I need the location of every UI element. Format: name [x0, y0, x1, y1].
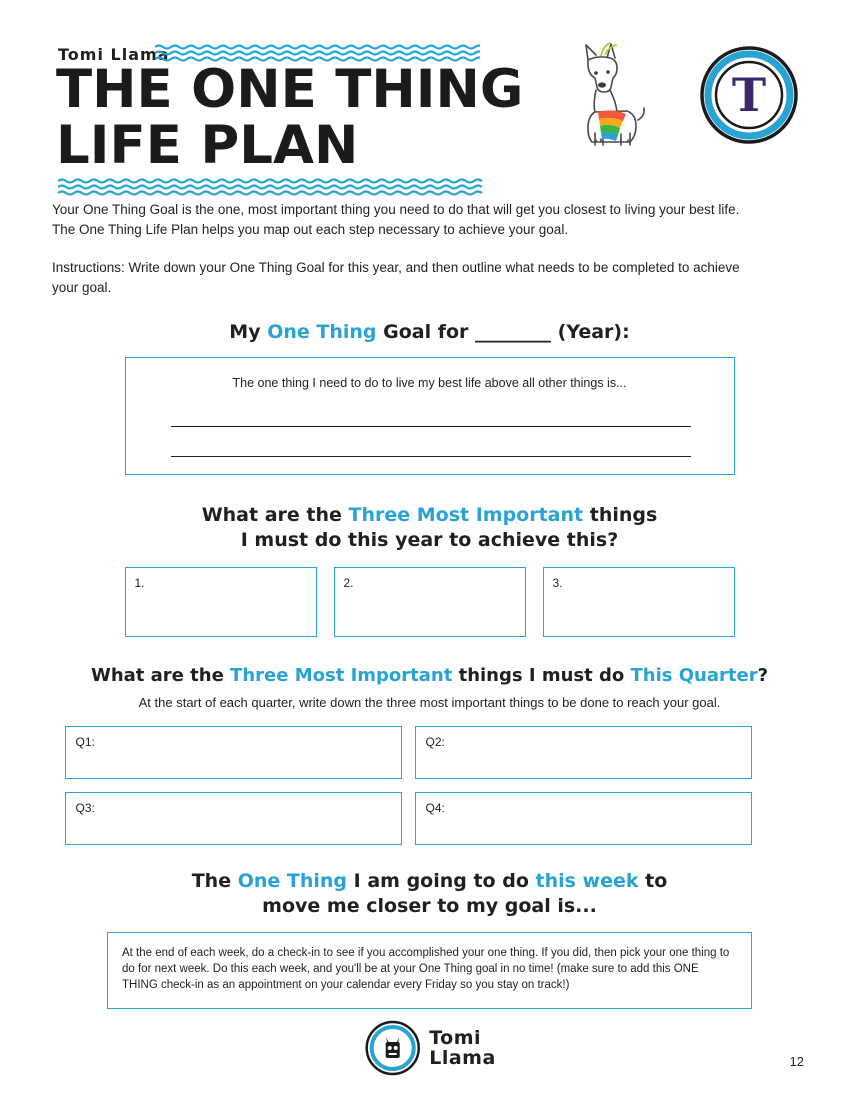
week-heading-post: to	[638, 870, 668, 892]
goal-prompt-text: The one thing I need to do to live my best life above all other things is...	[232, 376, 627, 390]
goal-heading-pre: My	[229, 321, 268, 343]
goal-heading-accent: One Thing	[267, 321, 377, 343]
week-checkin-box[interactable]	[107, 932, 752, 1009]
footer-wordmark-line1: Tomi	[429, 1027, 482, 1049]
page-title	[56, 59, 524, 176]
goal-write-line-1[interactable]	[171, 426, 691, 427]
week-heading-mid: I am going to do	[347, 870, 536, 892]
week-heading-pre: The	[191, 870, 238, 892]
quarter-heading-mid: things I must do	[452, 665, 631, 686]
quarter-heading-accent-1: Three Most Important	[230, 665, 453, 686]
wave-divider-bottom-icon	[58, 178, 483, 196]
year-item-box-1[interactable]	[125, 567, 317, 637]
goal-write-line-2[interactable]	[171, 456, 691, 457]
year-section-heading	[50, 503, 809, 553]
goal-heading-mid: Goal for ________ (Year):	[376, 321, 630, 343]
footer-llama-badge-icon	[363, 1019, 421, 1077]
week-heading-accent-2: this week	[535, 870, 639, 892]
year-item-label-2: 2.	[343, 576, 354, 590]
week-heading-line2: move me closer to my goal is...	[262, 895, 597, 917]
quarter-section-heading	[50, 663, 809, 688]
footer-wordmark-line2: Llama	[429, 1047, 496, 1069]
quarter-label-q4: Q4:	[425, 801, 445, 815]
quarter-box-q4[interactable]	[415, 792, 752, 845]
week-checkin-text: At the end of each week, do a check-in to see if you accomplished your one thing. If you did, then pick your one thing to do for next week. Do this each week, and you'll be at your One Thing goal in no time! (make sure to add this ONE THING check-in as an appointment on your calendar every Friday so you stay on track!)	[122, 947, 730, 991]
quarter-label-q2: Q2:	[425, 735, 445, 749]
year-heading-post: things	[583, 504, 658, 526]
quarter-heading-pre: What are the	[90, 665, 231, 686]
intro-paragraph-2: Instructions: Write down your One Thing Goal for this year, and then outline what needs to be completed to achieve your goal.	[52, 260, 740, 295]
quarter-label-q3: Q3:	[75, 801, 95, 815]
year-item-label-3: 3.	[552, 576, 563, 590]
year-item-label-1: 1.	[134, 576, 145, 590]
page-title-line1: THE ONE THING	[56, 59, 524, 120]
footer-wordmark	[429, 1028, 496, 1068]
year-item-box-3[interactable]	[543, 567, 735, 637]
page-title-line2: LIFE PLAN	[56, 115, 359, 176]
quarter-box-q3[interactable]	[65, 792, 402, 845]
year-heading-accent: Three Most Important	[348, 504, 584, 526]
quarter-section-note: At the start of each quarter, write down the three most important things to be done to reach your goal.	[138, 695, 721, 710]
page-footer	[0, 1019, 859, 1089]
quarter-boxes-grid	[65, 726, 795, 845]
page-header	[50, 0, 809, 200]
llama-illustration-icon	[555, 38, 670, 148]
quarter-heading-accent-2: This Quarter	[630, 665, 758, 686]
year-heading-pre: What are the	[201, 504, 349, 526]
quarter-heading-post: ?	[757, 665, 769, 686]
year-item-box-2[interactable]	[334, 567, 526, 637]
year-heading-line2: I must do this year to achieve this?	[240, 529, 619, 551]
brand-script-label: Tomi Llama	[58, 45, 170, 64]
week-heading-accent-1: One Thing	[237, 870, 348, 892]
quarter-box-q2[interactable]	[415, 726, 752, 779]
tomi-llama-logo-icon	[699, 45, 799, 145]
goal-answer-box[interactable]	[125, 357, 735, 475]
year-items-row	[125, 567, 735, 637]
goal-section-heading	[50, 320, 809, 345]
logo-letter: T	[731, 68, 767, 122]
quarter-label-q1: Q1:	[75, 735, 95, 749]
intro-paragraph-1: Your One Thing Goal is the one, most important thing you need to do that will get you closest to living your best life. The One Thing Life Plan helps you map out each step necessary to achieve your goal.	[52, 202, 740, 237]
page-number: 12	[789, 1054, 804, 1069]
week-section-heading	[50, 869, 809, 919]
footer-logo	[363, 1019, 496, 1077]
quarter-box-q1[interactable]	[65, 726, 402, 779]
